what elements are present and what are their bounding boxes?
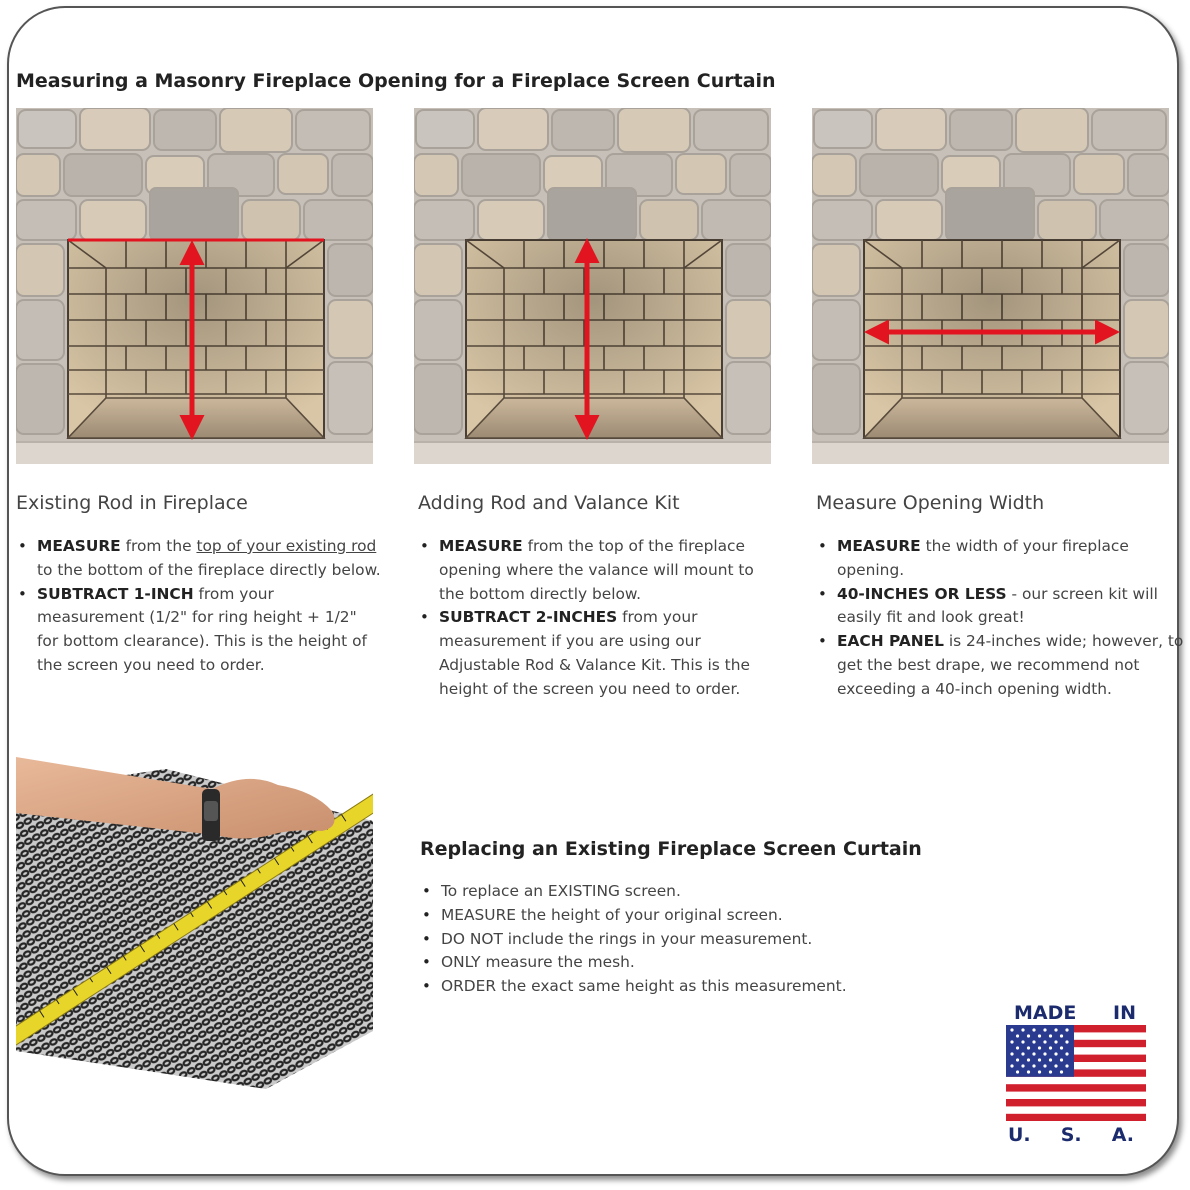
list-item: • 40-INCHES OR LESS - our screen kit will easily fit and look great! [837, 583, 1185, 631]
us-flag-icon [1006, 1025, 1146, 1121]
column-heading-valance-kit: Adding Rod and Valance Kit [418, 492, 680, 514]
list-item: • MEASURE from the top of your existing rod to the bottom of the fireplace directly below. [37, 535, 382, 583]
list-item: • ONLY measure the mesh. [441, 951, 941, 975]
valance-kit-instructions [418, 535, 774, 702]
list-item: • ORDER the exact same height as this measurement. [441, 975, 941, 999]
list-item: • SUBTRACT 1-INCH from your measurement (1/2" for ring height + 1/2" for bottom clearance). This is the height of the screen you need to order. [37, 583, 382, 678]
badge-a-text: A. [1111, 1124, 1134, 1146]
existing-rod-link-text: top of your existing rod [196, 537, 377, 555]
list-item: • MEASURE from the top of the fireplace opening where the valance will mount to the bottom directly below. [439, 535, 774, 606]
made-in-usa-badge [1006, 1003, 1146, 1145]
mesh-measurement-photo [16, 751, 373, 1096]
list-item: • SUBTRACT 2-INCHES from your measurement if you are using our Adjustable Rod & Valance Kit. This is the height of the screen you need to order. [439, 606, 774, 701]
existing-rod-instructions [16, 535, 382, 678]
badge-made-text: MADE [1014, 1002, 1077, 1024]
list-item: • To replace an EXISTING screen. [441, 880, 941, 904]
fireplace-illustration-existing-rod [16, 108, 373, 464]
list-item: • DO NOT include the rings in your measurement. [441, 928, 941, 952]
fireplace-illustration-valance-kit [414, 108, 771, 464]
list-item: • EACH PANEL is 24-inches wide; however, to get the best drape, we recommend not exceeding a 40-inch opening width. [837, 630, 1185, 701]
page-title: Measuring a Masonry Fireplace Opening for a Fireplace Screen Curtain [16, 70, 776, 92]
list-item: • MEASURE the width of your fireplace opening. [837, 535, 1185, 583]
badge-u-text: U. [1008, 1124, 1031, 1146]
column-heading-width: Measure Opening Width [816, 492, 1045, 514]
list-item: • MEASURE the height of your original screen. [441, 904, 941, 928]
replace-instructions [420, 880, 941, 999]
fireplace-illustration-width [812, 108, 1169, 464]
width-instructions [816, 535, 1185, 702]
replace-heading: Replacing an Existing Fireplace Screen Curtain [420, 838, 922, 860]
badge-in-text: IN [1113, 1002, 1136, 1024]
badge-s-text: S. [1060, 1124, 1082, 1146]
column-heading-existing-rod: Existing Rod in Fireplace [16, 492, 248, 514]
